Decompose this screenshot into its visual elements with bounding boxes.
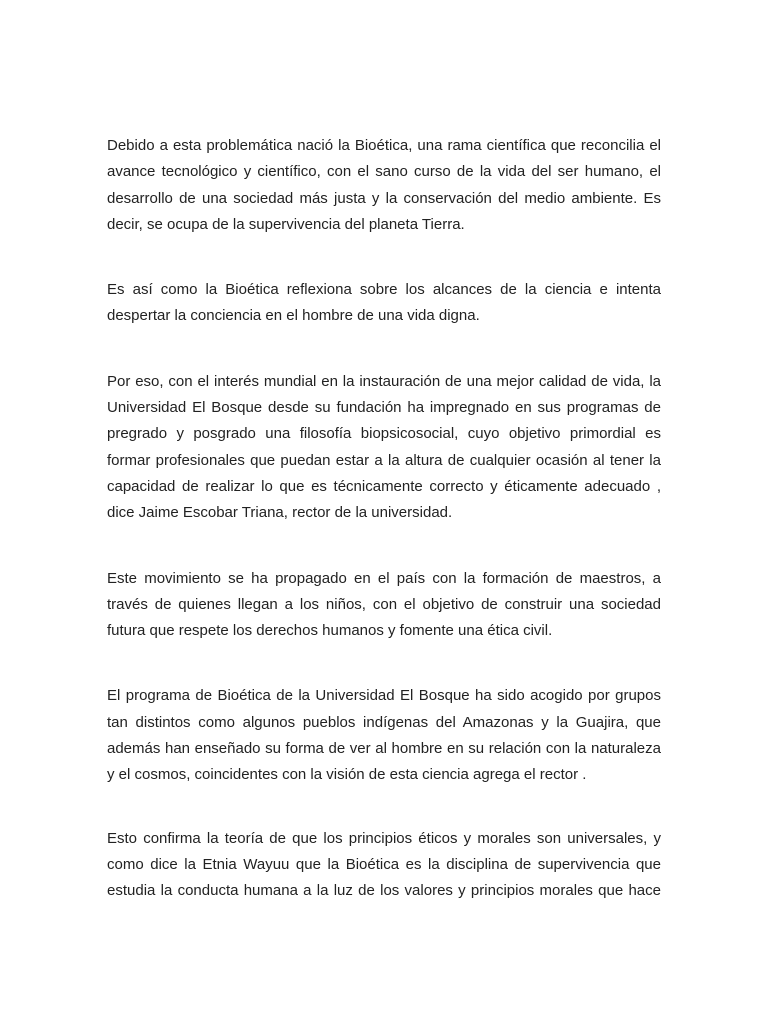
paragraph-movement-propagation: Este movimiento se ha propagado en el país con la formación de maestros, a través de quienes llegan a los niños, con el objetivo de construir una sociedad futura que respete los derechos humanos y fomente una ética civil. <box>107 569 661 640</box>
document-body <box>107 133 661 905</box>
paragraph-bioetica-origin: Debido a esta problemática nació la Bioética, una rama científica que reconcilia el avance tecnológico y científico, con el sano curso de la vida del ser humano, el desarrollo de una sociedad más justa y la conservación del medio ambiente. Es decir, se ocupa de la supervivencia del planeta Tierra. <box>107 137 661 233</box>
paragraph-program-reception: El programa de Bioética de la Universidad El Bosque ha sido acogido por grupos tan distintos como algunos pueblos indígenas del Amazonas y la Guajira, que además han enseñado su forma de ver al hombre en su relación con la naturaleza y el cosmos, coincidentes con la visión de esta ciencia agrega el rector . <box>107 687 661 784</box>
paragraph-bioetica-reflection: Es así como la Bioética reflexiona sobre los alcances de la ciencia e intenta despertar la conciencia en el hombre de una vida digna. <box>107 281 661 325</box>
paragraph-universidad-el-bosque: Por eso, con el interés mundial en la instauración de una mejor calidad de vida, la Universidad El Bosque desde su fundación ha impregnado en sus programas de pregrado y posgrado una filosofía biopsicosocial, cuyo objetivo primordial es formar profesionales que puedan estar a la altura de cualquier ocasión al tener la capacidad de realizar lo que es técnicamente correcto y éticamente adecuado , dice Jaime Escobar Triana, rector de la universidad. <box>107 372 661 522</box>
paragraph-universal-principles: Esto confirma la teoría de que los principios éticos y morales son universales, y como dice la Etnia Wayuu que la Bioética es la disciplina de supervivencia que estudia la conducta humana a la luz de los valores y principios morales que hace <box>107 829 661 900</box>
